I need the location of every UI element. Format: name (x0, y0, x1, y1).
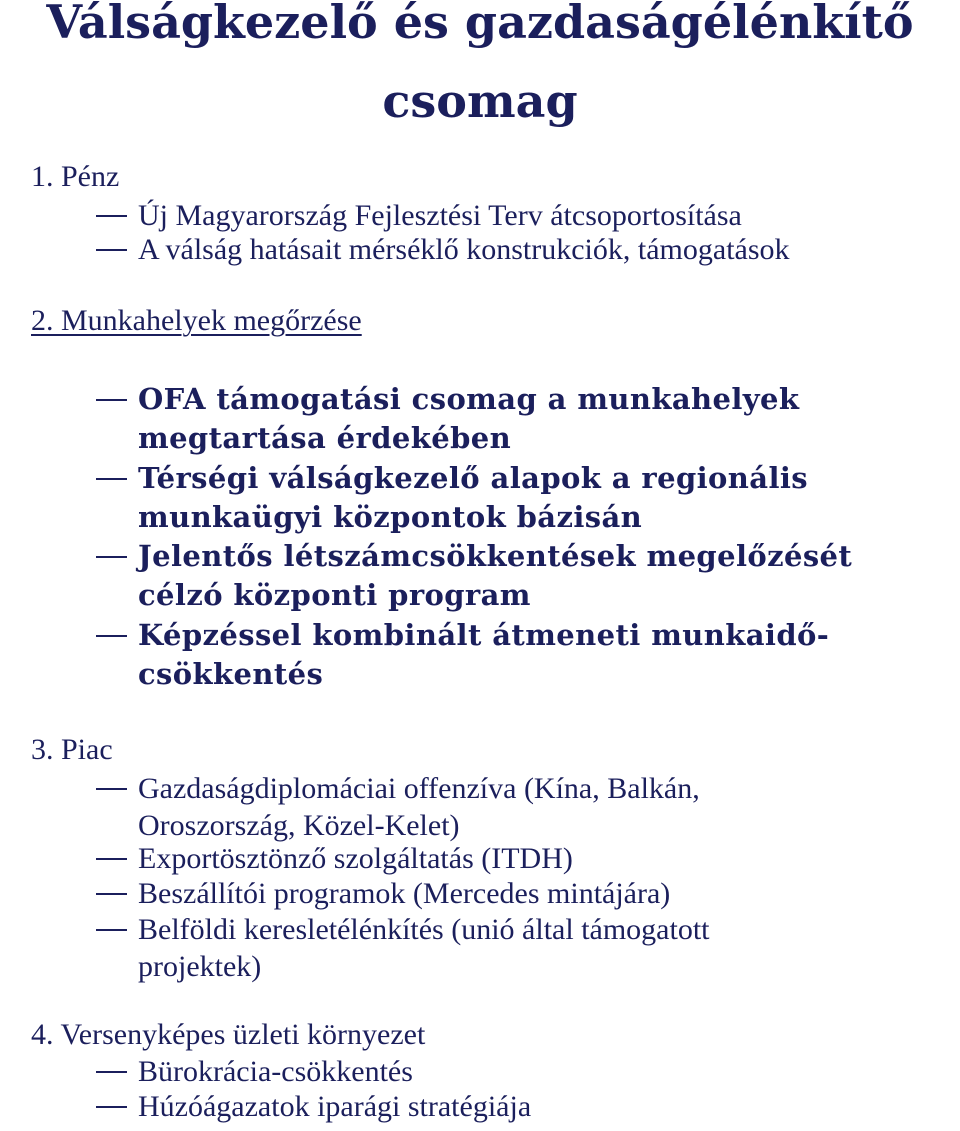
list-item-text (138, 232, 948, 268)
slide-title (0, 0, 960, 127)
list-item-text (138, 875, 948, 912)
list-item-text (138, 380, 948, 458)
list-item-text (138, 1054, 948, 1090)
slide-title-line-2: csomag (382, 74, 578, 128)
list-item-text (138, 840, 948, 877)
dash-bullet (96, 893, 127, 895)
dash-bullet (96, 1106, 127, 1108)
list-item-line: Térségi válságkezelő alapok a regionális (138, 461, 809, 495)
list-item-line: Jelentős létszámcsökkentések megelőzését (138, 539, 853, 573)
list-item-line: Gazdaságdiplomáciai offenzíva (Kína, Balkán, (138, 772, 700, 805)
dash-bullet (96, 478, 127, 480)
section-heading-munkahelyek: 2. Munkahelyek megőrzése (31, 304, 362, 337)
list-item-line: OFA támogatási csomag a munkahelyek (138, 382, 800, 416)
list-item-text (138, 616, 948, 694)
list-item-line: munkaügyi központok bázisán (138, 500, 643, 534)
dash-bullet (96, 1071, 127, 1073)
dash-bullet (96, 215, 127, 217)
list-item-text (138, 198, 948, 234)
dash-bullet (96, 249, 127, 251)
list-item-line: Új Magyarország Fejlesztési Terv átcsoportosítása (138, 199, 742, 232)
slide-title-line-1: Válságkezelő és gazdaságélénkítő (46, 0, 914, 49)
list-item-line: csökkentés (138, 657, 324, 691)
list-item-line: projektek) (138, 950, 262, 983)
dash-bullet (96, 635, 127, 637)
list-item-line: megtartása érdekében (138, 421, 512, 455)
list-item-line: Oroszország, Közel-Kelet) (138, 809, 460, 842)
dash-bullet (96, 399, 127, 401)
dash-bullet (96, 788, 127, 790)
list-item-line: A válság hatásait mérséklő konstrukciók, támogatások (138, 233, 790, 266)
list-item-text (138, 911, 948, 985)
list-item-text (138, 537, 948, 615)
dash-bullet (96, 929, 127, 931)
list-item-line: célzó központi program (138, 578, 531, 612)
dash-bullet (96, 858, 127, 860)
list-item-line: Képzéssel kombinált átmeneti munkaidő- (138, 618, 830, 652)
section-heading-versenykepes: 4. Versenyképes üzleti környezet (31, 1018, 426, 1051)
list-item-text (138, 1089, 948, 1125)
list-item-line: Exportösztönző szolgáltatás (ITDH) (138, 842, 573, 875)
list-item-line: Bürokrácia-csökkentés (138, 1055, 413, 1088)
list-item-line: Beszállítói programok (Mercedes mintájára) (138, 877, 671, 910)
list-item-text (138, 459, 948, 537)
section-heading-penz: 1. Pénz (31, 160, 120, 193)
dash-bullet (96, 556, 127, 558)
section-heading-piac: 3. Piac (31, 733, 113, 766)
list-item-line: Belföldi keresletélénkítés (unió által támogatott (138, 913, 710, 946)
list-item-line: Húzóágazatok iparági stratégiája (138, 1090, 532, 1123)
list-item-text (138, 770, 948, 844)
